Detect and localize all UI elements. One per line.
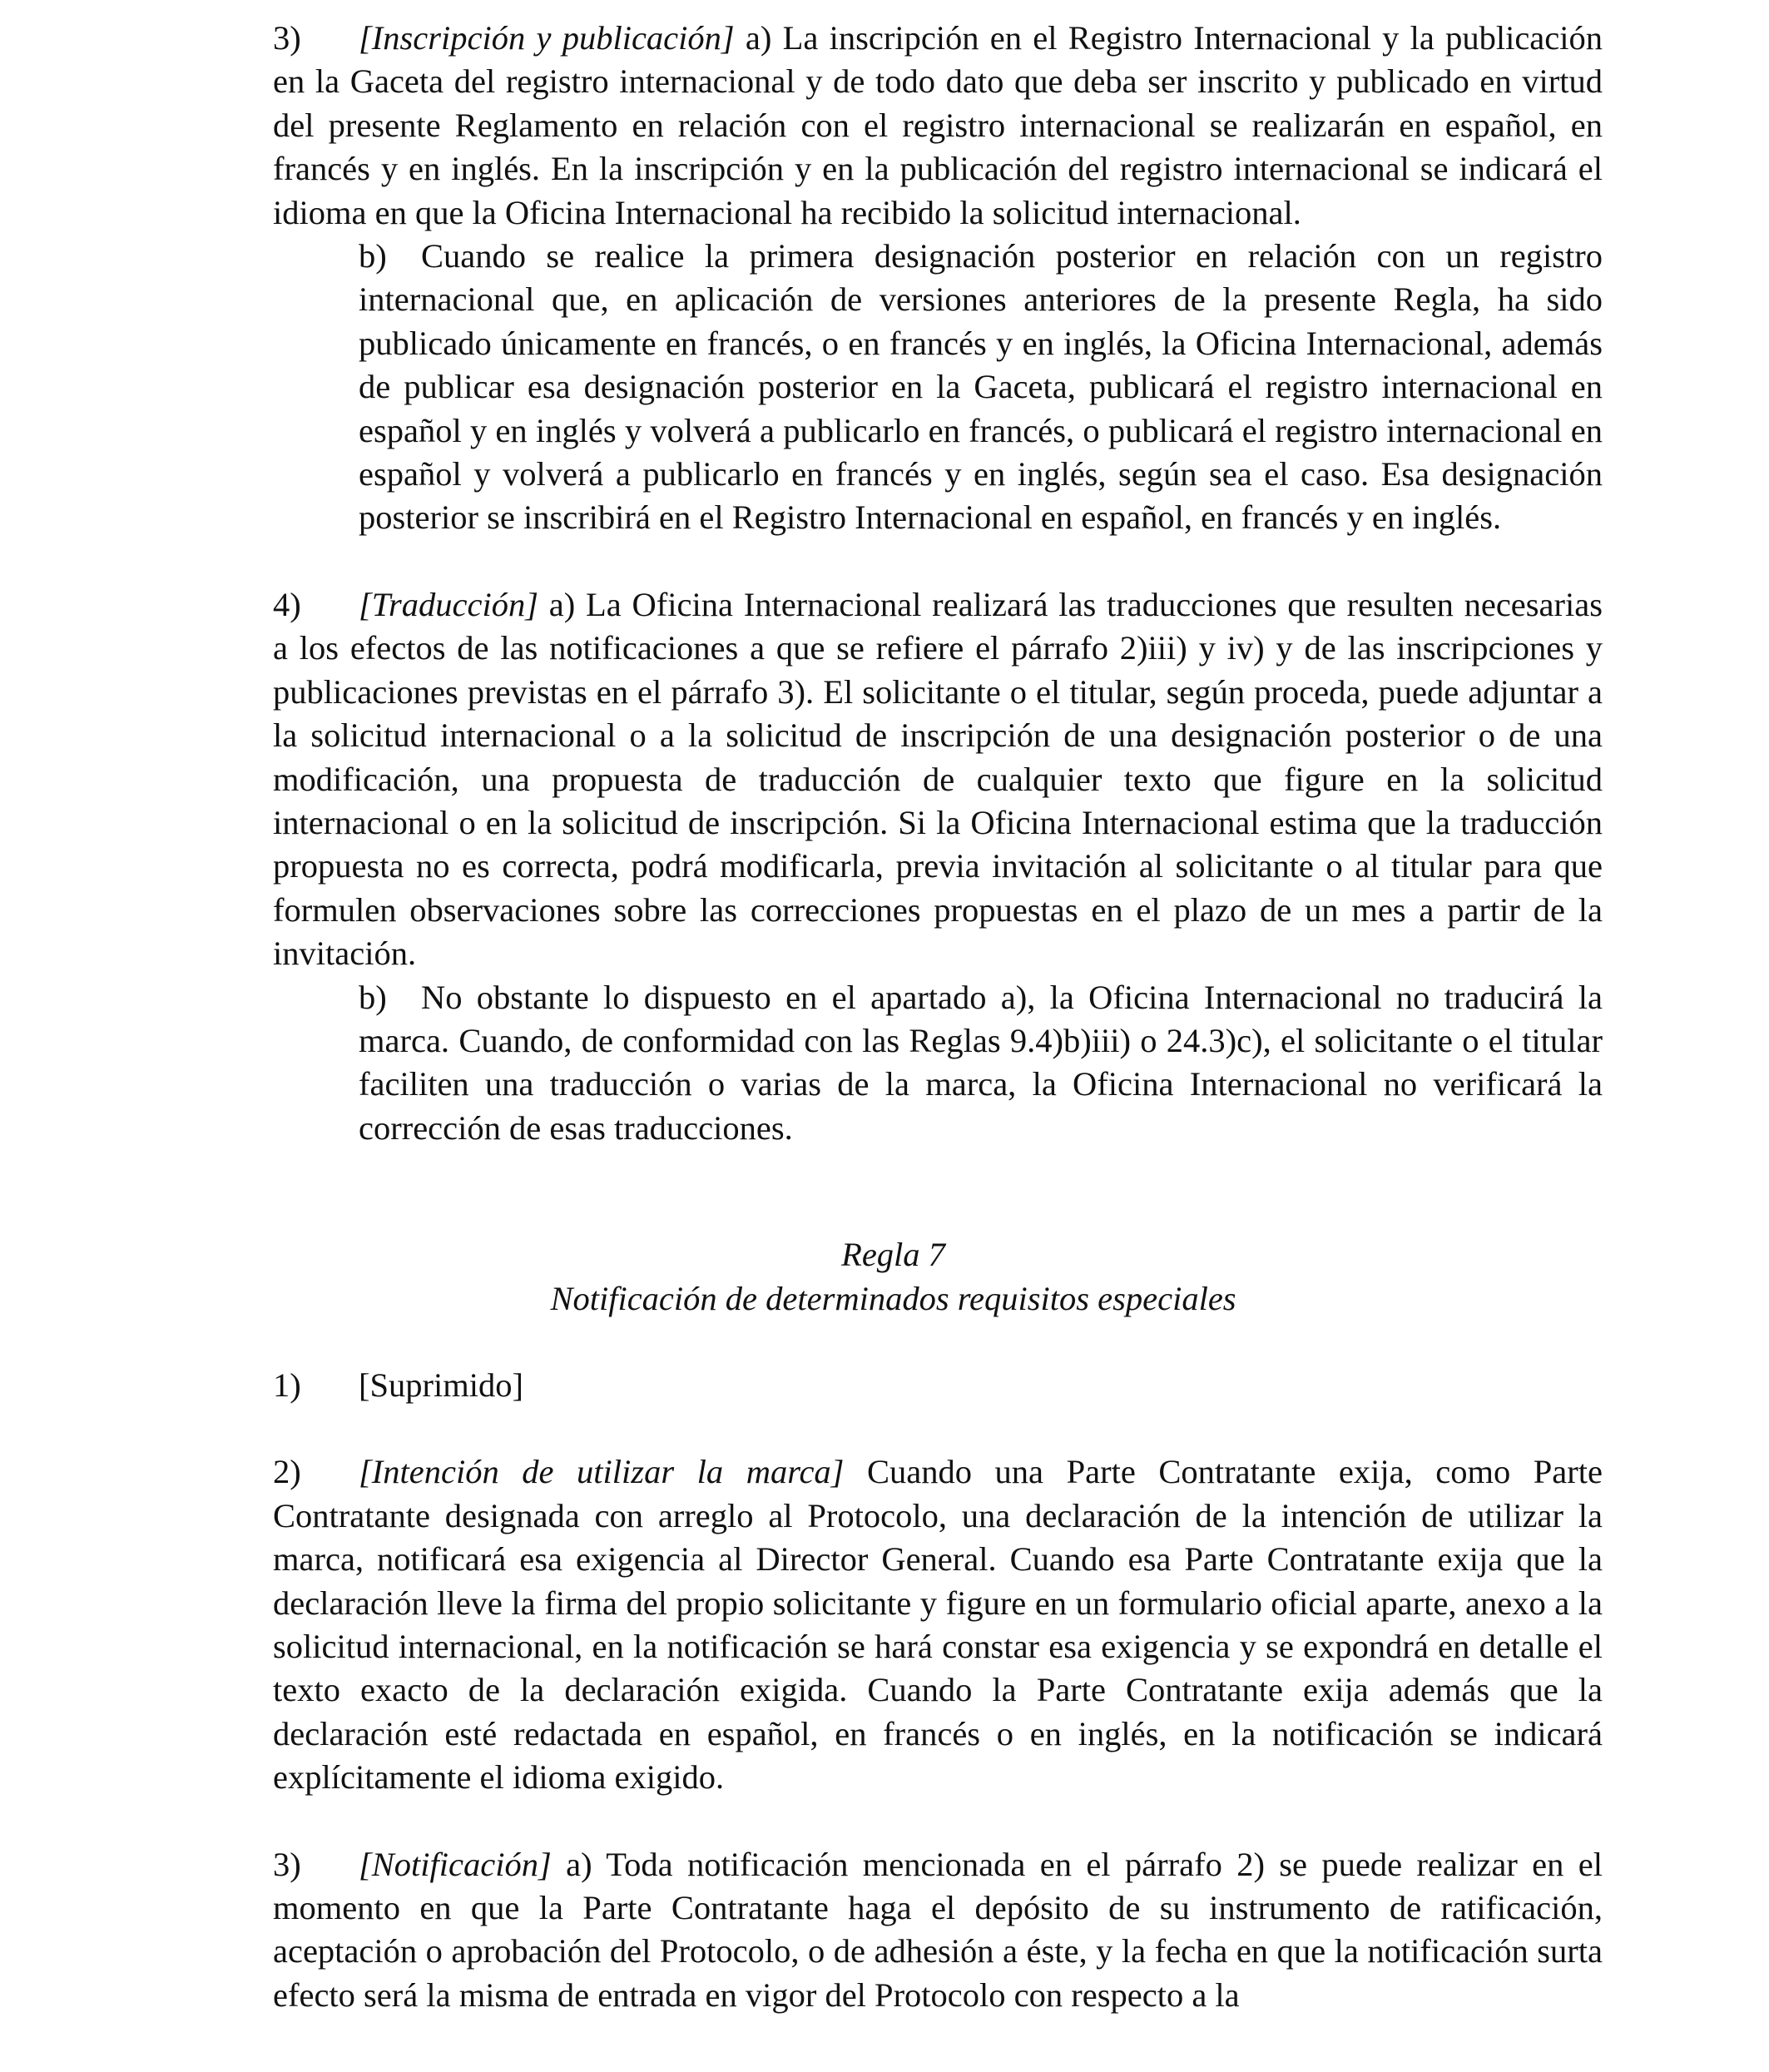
- paragraph-number: 1): [273, 1366, 301, 1404]
- rule-7-paragraph-1: [184, 1364, 1603, 1407]
- paragraph-3-b: [184, 235, 1603, 540]
- paragraph-number: 3): [273, 1845, 301, 1883]
- paragraph-text: Cuando se realice la primera designación posterior en relación con un registro internacional que, en aplicación de versiones anteriores de la presente Regla, ha sido publicado únicamente en francés, o en francés y en inglés, la Oficina Internacional, además de publicar esa designación posterior en la Gaceta, publicará el registro internacional en español y en inglés y volverá a publicarlo en francés, o publicará el registro internacional en español y volverá a publicarlo en francés y en inglés, según sea el caso. Esa designación posterior se inscribirá en el Registro Internacional en español, en francés y en inglés.: [359, 237, 1603, 537]
- paragraph-number: 2): [273, 1453, 301, 1491]
- paragraph-text: No obstante lo dispuesto en el apartado a), la Oficina Internacional no traducirá la marca. Cuando, de conformidad con las Reglas 9.4)b)iii) o 24.3)c), el solicitante o el titular faciliten una traducción o varias de la marca, la Oficina Internacional no verificará la corrección de esas traducciones.: [359, 978, 1603, 1147]
- paragraph-title: [Intención de utilizar la marca]: [359, 1453, 845, 1491]
- paragraph-text: Cuando una Parte Contratante exija, como Parte Contratante designada con arreglo al Protocolo, una declaración de la intención de utilizar la marca, notificará esa exigencia al Director General. Cuando esa Parte Contratante exija que la declaración lleve la firma del propio solicitante y figure en un formulario oficial aparte, anexo a la solicitud internacional, en la notificación se hará constar esa exigencia y se expondrá en detalle el texto exacto de la declaración exigida. Cuando la Parte Contratante exija además que la declaración esté redactada en español, en francés o en inglés, en la notificación se indicará explícitamente el idioma exigido.: [273, 1453, 1603, 1797]
- paragraph-text: a) La Oficina Internacional realizará las traducciones que resulten necesarias a los efectos de las notificaciones a que se refiere el párrafo 2)iii) y iv) y de las inscripciones y publicaciones previstas en el párrafo 3). El solicitante o el titular, según proceda, puede adjuntar a la solicitud internacional o a la solicitud de inscripción de una designación posterior o de una modificación, una propuesta de traducción de cualquier texto que figure en la solicitud internacional o en la solicitud de inscripción. Si la Oficina Internacional estima que la traducción propuesta no es correcta, podrá modificarla, previa invitación al solicitante o al titular para que formulen observaciones sobre las correcciones propuestas en el plazo de un mes a partir de la invitación.: [273, 585, 1603, 973]
- paragraph-number: 4): [273, 585, 301, 623]
- paragraph-text: a) Toda notificación mencionada en el párrafo 2) se puede realizar en el momento en que la Parte Contratante haga el depósito de su instrumento de ratificación, aceptación o aprobación del Protocolo, o de adhesión a éste, y la fecha en que la notificación surta efecto será la misma de entrada en vigor del Protocolo con respecto a la: [273, 1845, 1603, 2014]
- subparagraph-label: b): [359, 237, 387, 275]
- rule-7-paragraph-2: [184, 1450, 1603, 1799]
- paragraph-4-a: [184, 583, 1603, 976]
- rule-7-paragraph-3: [184, 1843, 1603, 2018]
- paragraph-title: [Inscripción y publicación]: [359, 19, 735, 57]
- rule-7-heading: [184, 1233, 1603, 1321]
- rule-subheading: Notificación de determinados requisitos especiales: [550, 1279, 1236, 1317]
- paragraph-4-b: [184, 976, 1603, 1151]
- paragraph-text: [Suprimido]: [359, 1366, 523, 1404]
- document-page: [184, 17, 1603, 2017]
- rule-heading: Regla 7: [841, 1236, 945, 1274]
- paragraph-number: 3): [273, 19, 301, 57]
- paragraph-title: [Notificación]: [359, 1845, 552, 1883]
- paragraph-title: [Traducción]: [359, 585, 539, 623]
- paragraph-text: a) La inscripción en el Registro Internacional y la publicación en la Gaceta del registro internacional y de todo dato que deba ser inscrito y publicado en virtud del presente Reglamento en relación con el registro internacional se realizarán en español, en francés y en inglés. En la inscripción y en la publicación del registro internacional se indicará el idioma en que la Oficina Internacional ha recibido la solicitud internacional.: [273, 19, 1603, 231]
- subparagraph-label: b): [359, 978, 387, 1016]
- paragraph-3-a: [184, 17, 1603, 235]
